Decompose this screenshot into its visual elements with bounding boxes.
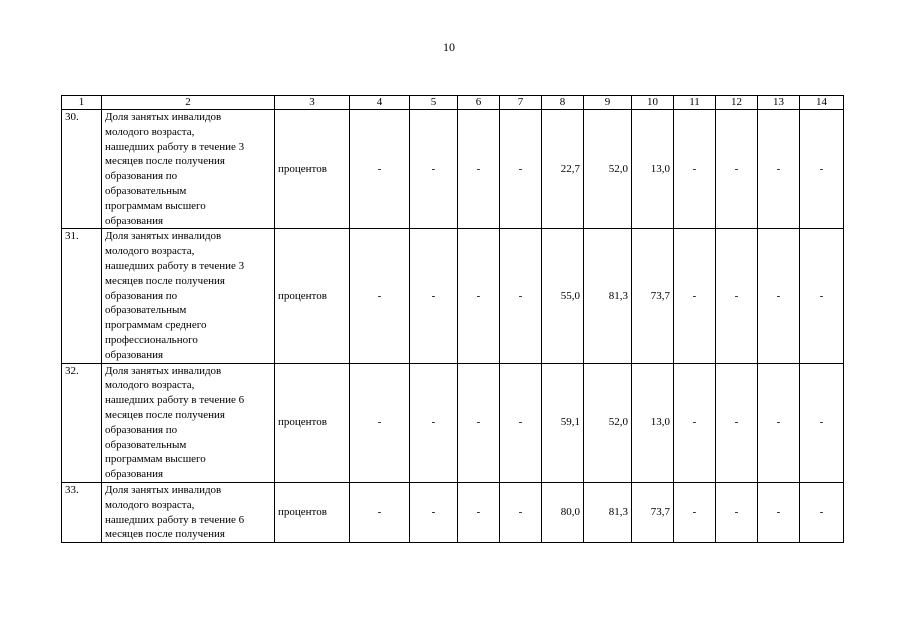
indicator-name-line: образования по xyxy=(105,423,178,436)
indicator-name-line: образовательным xyxy=(105,184,187,197)
table-row xyxy=(62,110,844,229)
column-header: 9 xyxy=(584,96,632,110)
column-header: 14 xyxy=(800,96,844,110)
value-cell: - xyxy=(350,482,410,542)
value-cell: 52,0 xyxy=(584,110,632,229)
indicator-name-line: нашедших работу в течение 3 xyxy=(105,140,245,153)
value-cell: 13,0 xyxy=(632,363,674,482)
value-cell: - xyxy=(458,110,500,229)
value-cell: 13,0 xyxy=(632,110,674,229)
indicator-name-line: месяцев после получения xyxy=(105,274,225,287)
column-header: 5 xyxy=(410,96,458,110)
value-cell: - xyxy=(410,229,458,363)
value-cell: - xyxy=(500,482,542,542)
value-cell: 80,0 xyxy=(542,482,584,542)
unit-cell: процентов xyxy=(275,482,350,542)
value-cell: 59,1 xyxy=(542,363,584,482)
indicator-name-line: нашедших работу в течение 6 xyxy=(105,513,245,526)
indicator-name xyxy=(102,363,275,482)
column-header: 1 xyxy=(62,96,102,110)
value-cell: - xyxy=(500,229,542,363)
value-cell: - xyxy=(350,363,410,482)
indicator-name-line: нашедших работу в течение 6 xyxy=(105,394,245,407)
value-cell: - xyxy=(674,110,716,229)
value-cell: - xyxy=(800,482,844,542)
indicator-name-line: программам высшего xyxy=(105,199,206,212)
value-cell: - xyxy=(410,110,458,229)
indicator-name-line: образовательным xyxy=(105,438,187,451)
value-cell: - xyxy=(458,229,500,363)
indicator-name-line: молодого возраста, xyxy=(105,498,195,511)
unit-cell: процентов xyxy=(275,363,350,482)
indicator-name-line: Доля занятых инвалидов xyxy=(105,111,222,123)
row-number: 33. xyxy=(62,482,102,542)
indicator-name-line: нашедших работу в течение 3 xyxy=(105,259,245,272)
value-cell: 55,0 xyxy=(542,229,584,363)
value-cell: - xyxy=(716,229,758,363)
value-cell: - xyxy=(716,110,758,229)
value-cell: - xyxy=(758,363,800,482)
row-number: 30. xyxy=(62,110,102,229)
indicator-name-line: образования xyxy=(105,348,164,361)
value-cell: - xyxy=(410,482,458,542)
indicator-name xyxy=(102,229,275,363)
indicator-name-line: программам среднего xyxy=(105,319,207,332)
indicator-name-line: Доля занятых инвалидов xyxy=(105,230,222,243)
indicator-name-line: образования xyxy=(105,468,164,481)
value-cell: - xyxy=(350,229,410,363)
value-cell: 81,3 xyxy=(584,229,632,363)
column-header: 13 xyxy=(758,96,800,110)
column-number-row xyxy=(62,96,844,110)
value-cell: - xyxy=(800,229,844,363)
column-header: 4 xyxy=(350,96,410,110)
column-header: 8 xyxy=(542,96,584,110)
value-cell: - xyxy=(800,110,844,229)
table-row xyxy=(62,482,844,542)
value-cell: - xyxy=(500,363,542,482)
indicator-name-line: молодого возраста, xyxy=(105,245,195,258)
value-cell: - xyxy=(674,482,716,542)
indicator-name-line: образовательным xyxy=(105,304,187,317)
value-cell: - xyxy=(758,229,800,363)
indicators-table xyxy=(61,95,844,543)
column-header: 6 xyxy=(458,96,500,110)
column-header: 2 xyxy=(102,96,275,110)
unit-cell: процентов xyxy=(275,229,350,363)
unit-cell: процентов xyxy=(275,110,350,229)
value-cell: - xyxy=(716,363,758,482)
indicator-name-line: Доля занятых инвалидов xyxy=(105,364,222,377)
value-cell: 52,0 xyxy=(584,363,632,482)
value-cell: - xyxy=(758,482,800,542)
row-number: 31. xyxy=(62,229,102,363)
indicator-name-line: профессионального xyxy=(105,333,198,346)
value-cell: - xyxy=(458,363,500,482)
value-cell: 73,7 xyxy=(632,229,674,363)
indicator-name-line: молодого возраста, xyxy=(105,379,195,392)
indicator-name-line: месяцев после получения xyxy=(105,155,225,168)
indicator-name xyxy=(102,110,275,229)
table-row xyxy=(62,229,844,363)
table-row xyxy=(62,363,844,482)
indicator-name-line: Доля занятых инвалидов xyxy=(105,483,222,496)
indicator-name-line: месяцев после получения xyxy=(105,408,225,421)
value-cell: 73,7 xyxy=(632,482,674,542)
value-cell: - xyxy=(716,482,758,542)
column-header: 11 xyxy=(674,96,716,110)
column-header: 12 xyxy=(716,96,758,110)
value-cell: - xyxy=(458,482,500,542)
row-number: 32. xyxy=(62,363,102,482)
column-header: 3 xyxy=(275,96,350,110)
indicator-name-line: программам высшего xyxy=(105,453,206,466)
indicator-name-line: образования xyxy=(105,214,164,227)
value-cell: - xyxy=(674,229,716,363)
indicator-name-line: образования по xyxy=(105,170,178,183)
page-number: 10 xyxy=(443,40,455,54)
value-cell: - xyxy=(758,110,800,229)
value-cell: - xyxy=(500,110,542,229)
indicator-name-line: месяцев после получения xyxy=(105,528,225,541)
column-header: 10 xyxy=(632,96,674,110)
value-cell: - xyxy=(350,110,410,229)
value-cell: - xyxy=(800,363,844,482)
indicator-name xyxy=(102,482,275,542)
value-cell: - xyxy=(410,363,458,482)
value-cell: - xyxy=(674,363,716,482)
value-cell: 81,3 xyxy=(584,482,632,542)
indicator-name-line: образования по xyxy=(105,289,178,302)
value-cell: 22,7 xyxy=(542,110,584,229)
indicator-name-line: молодого возраста, xyxy=(105,125,195,138)
column-header: 7 xyxy=(500,96,542,110)
